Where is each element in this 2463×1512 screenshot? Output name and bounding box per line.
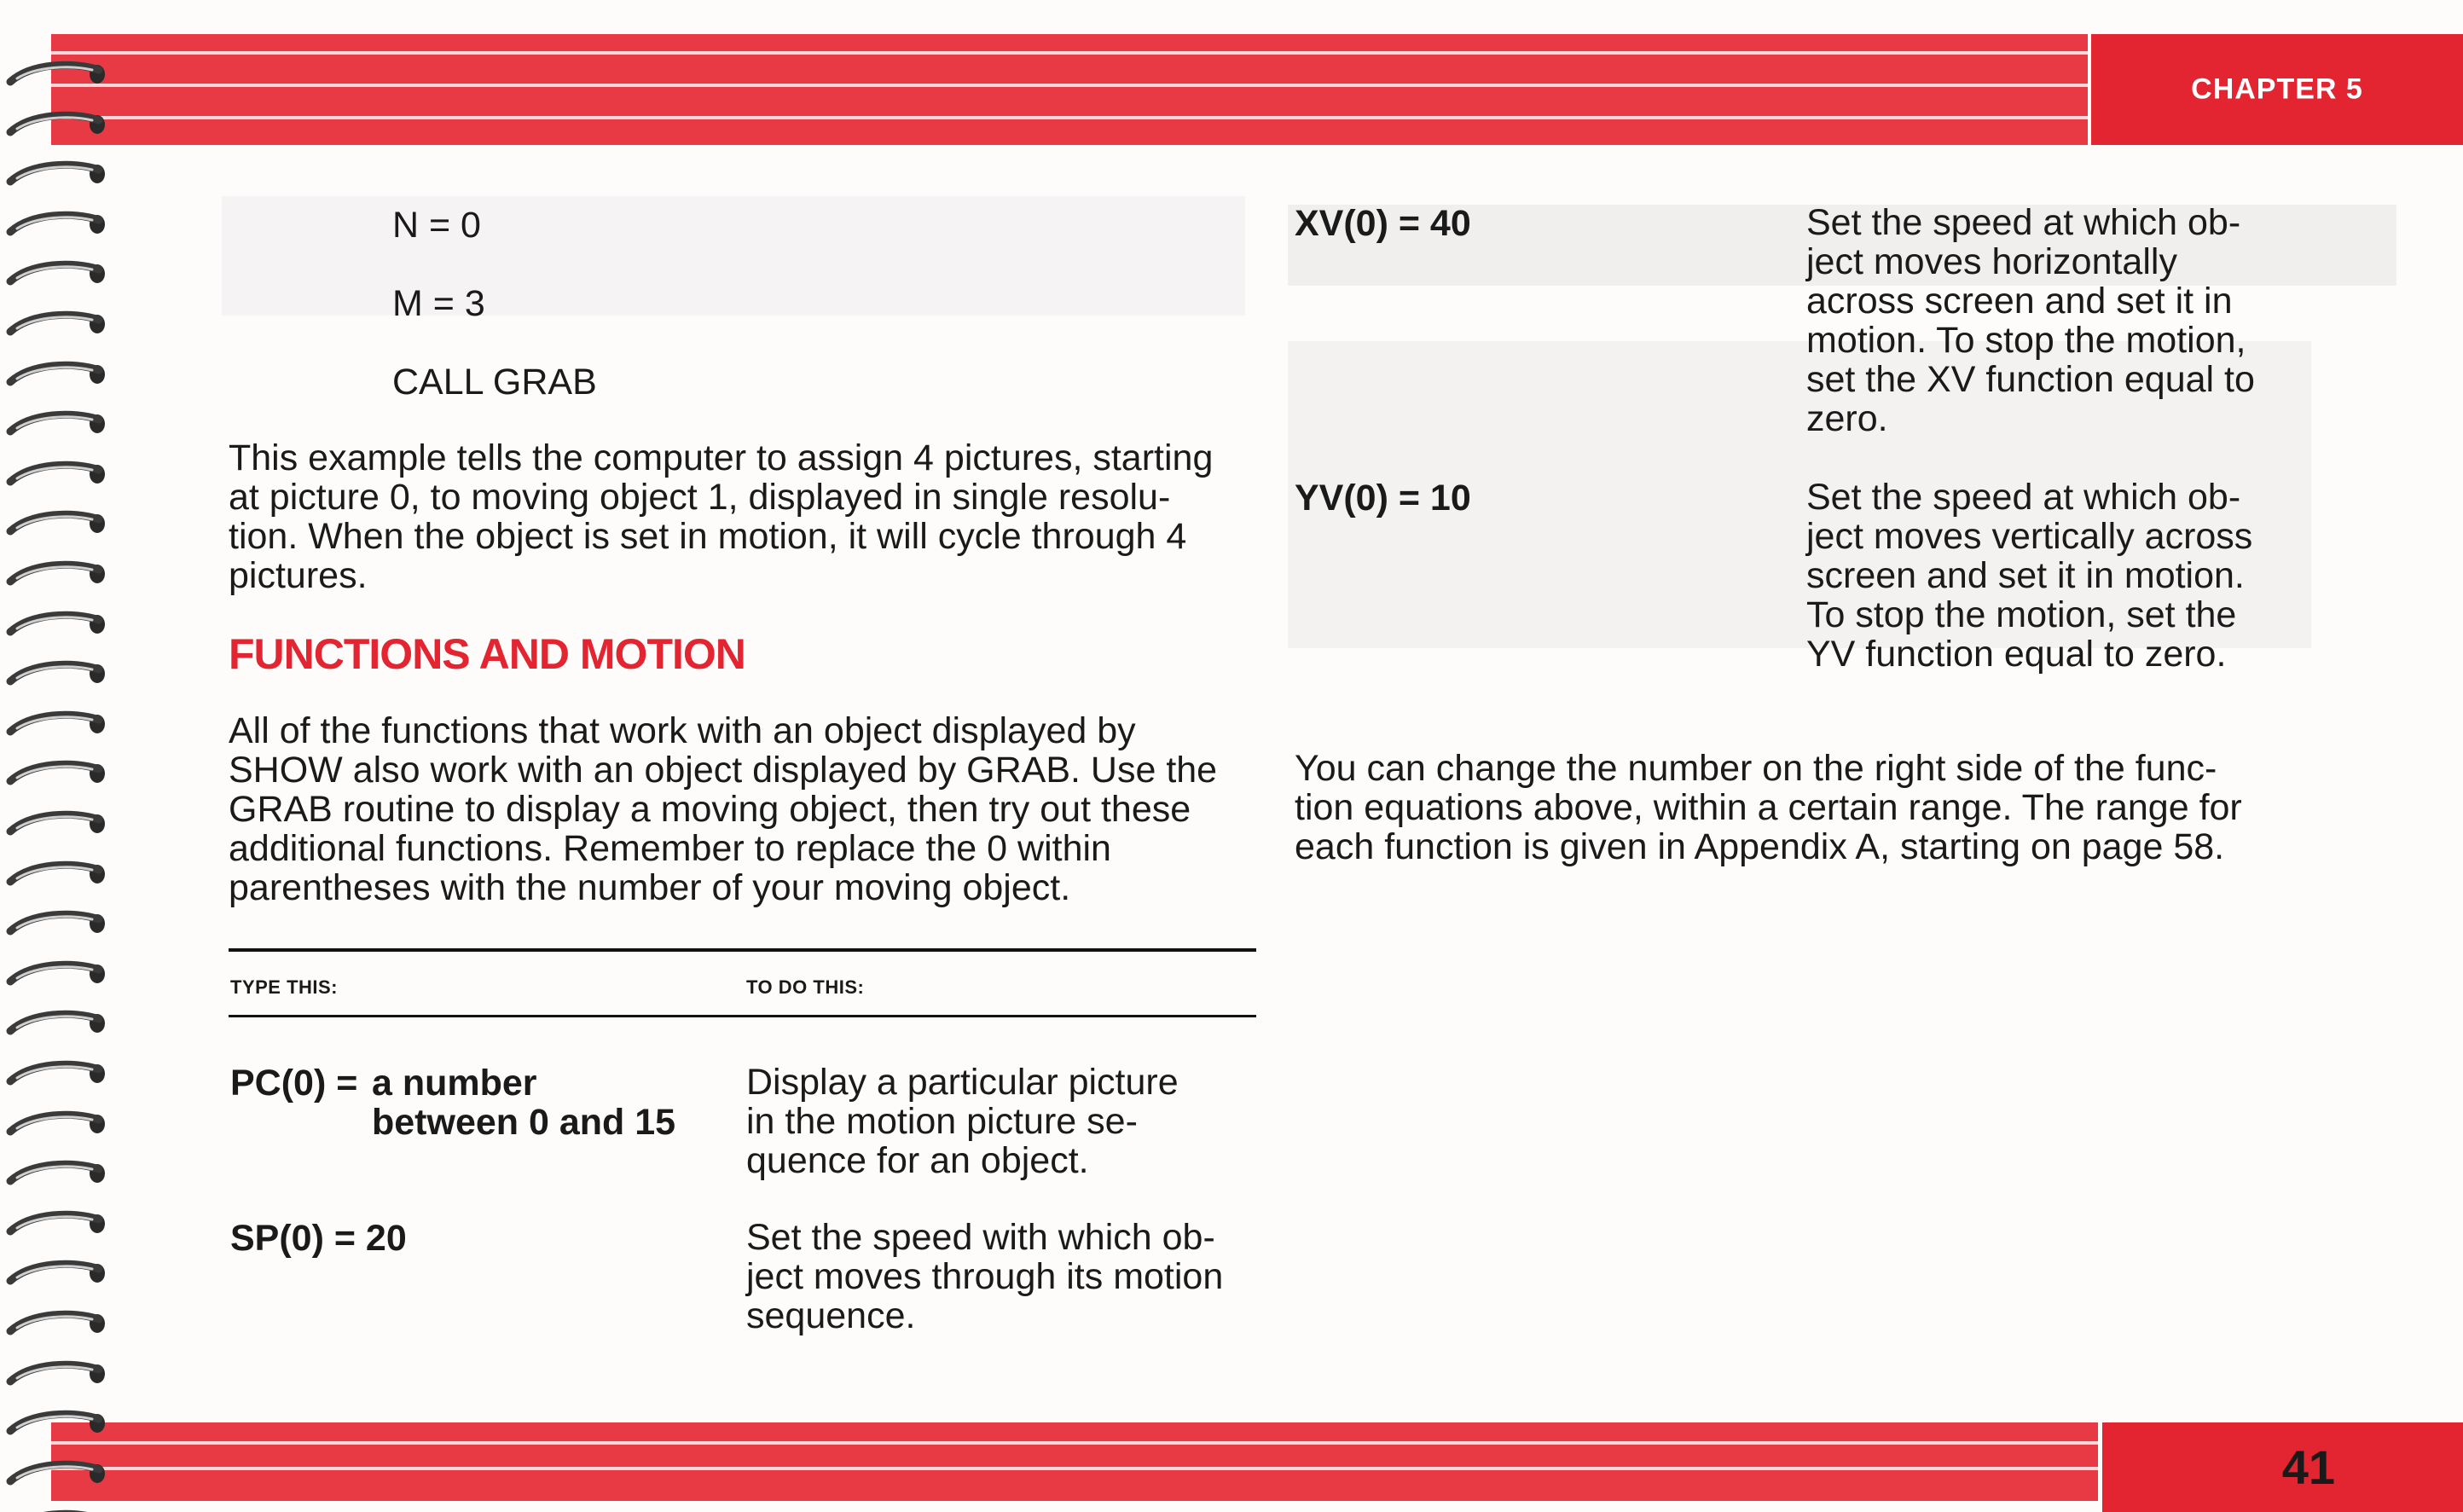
spiral-ring — [5, 1309, 106, 1338]
section-heading: FUNCTIONS AND MOTION — [229, 630, 745, 678]
spiral-ring — [5, 1409, 106, 1438]
paragraph-line: pictures. — [229, 555, 368, 596]
paragraph-line: each function is given in Appendix A, starting on page 58. — [1295, 826, 2225, 867]
spiral-ring — [5, 360, 106, 389]
spiral-ring — [5, 809, 106, 838]
table-row-term: SP(0) = 20 — [230, 1218, 407, 1259]
spiral-ring — [5, 710, 106, 739]
function-desc: Set the speed at which ob- — [1806, 477, 2241, 518]
spiral-ring — [5, 759, 106, 788]
function-desc: across screen and set it in — [1806, 281, 2233, 322]
paragraph-line: tion equations above, within a certain range. The range for — [1295, 787, 2242, 828]
table-header-rule — [229, 1015, 1256, 1017]
paragraph-line: tion. When the object is set in motion, it will cycle through 4 — [229, 516, 1187, 557]
code-line: CALL GRAB — [392, 362, 597, 403]
function-term: XV(0) = 40 — [1295, 203, 1471, 244]
spiral-ring — [5, 259, 106, 288]
table-row-desc: in the motion picture se- — [746, 1101, 1138, 1142]
page-number: 41 — [2281, 1440, 2335, 1494]
chapter-tab — [2091, 34, 2463, 145]
function-desc: motion. To stop the motion, — [1806, 320, 2246, 361]
spiral-binding — [0, 0, 115, 1512]
spiral-ring — [5, 1109, 106, 1138]
spiral-ring — [5, 959, 106, 988]
spiral-ring — [5, 1459, 106, 1488]
function-desc: YV function equal to zero. — [1806, 634, 2227, 675]
table-row-term-value: between 0 and 15 — [372, 1102, 676, 1143]
table-row-desc: Display a particular picture — [746, 1062, 1179, 1103]
spiral-ring — [5, 60, 106, 89]
function-desc: To stop the motion, set the — [1806, 594, 2237, 635]
spiral-ring — [5, 310, 106, 339]
spiral-ring — [5, 1159, 106, 1188]
table-header-do: TO DO THIS: — [746, 976, 865, 998]
function-desc: ject moves vertically across — [1806, 516, 2253, 557]
chapter-label: CHAPTER 5 — [2191, 72, 2363, 106]
paragraph-line: This example tells the computer to assign 4 pictures, starting — [229, 437, 1214, 478]
paragraph-line: You can change the number on the right side of the func- — [1295, 748, 2217, 789]
table-row-term-value: a number — [372, 1063, 537, 1104]
paragraph-line: parentheses with the number of your moving object. — [229, 867, 1071, 908]
header-band — [51, 34, 2088, 145]
spiral-ring — [5, 110, 106, 139]
spiral-ring — [5, 860, 106, 889]
paragraph-line: at picture 0, to moving object 1, displayed in single resolu- — [229, 477, 1171, 518]
paragraph-line: GRAB routine to display a moving object, then try out these — [229, 789, 1191, 830]
spiral-ring — [5, 1009, 106, 1038]
code-line: M = 3 — [392, 283, 485, 324]
function-desc: Set the speed at which ob- — [1806, 202, 2241, 243]
paragraph-line: additional functions. Remember to replace the 0 within — [229, 828, 1111, 869]
table-row-desc: quence for an object. — [746, 1140, 1089, 1181]
table-row-term: PC(0) = — [230, 1063, 358, 1104]
function-desc: screen and set it in motion. — [1806, 555, 2245, 596]
spiral-ring — [5, 509, 106, 538]
code-line: N = 0 — [392, 205, 481, 246]
table-row-desc: sequence. — [746, 1295, 916, 1336]
function-desc: ject moves horizontally — [1806, 241, 2177, 282]
spiral-ring — [5, 409, 106, 438]
table-top-rule — [229, 948, 1256, 952]
function-term: YV(0) = 10 — [1295, 478, 1471, 518]
spiral-ring — [5, 159, 106, 188]
spiral-ring — [5, 460, 106, 489]
page-number-tab — [2102, 1422, 2463, 1512]
spiral-ring — [5, 909, 106, 938]
table-row-desc: ject moves through its motion — [746, 1256, 1224, 1297]
spiral-ring — [5, 210, 106, 239]
spiral-ring — [5, 559, 106, 588]
spiral-ring — [5, 1359, 106, 1388]
show-through-block — [222, 196, 1245, 316]
function-desc: zero. — [1806, 398, 1888, 439]
spiral-ring — [5, 1509, 106, 1512]
footer-band — [51, 1422, 2098, 1501]
spiral-ring — [5, 1209, 106, 1238]
paragraph-line: All of the functions that work with an object displayed by — [229, 710, 1136, 751]
table-row-desc: Set the speed with which ob- — [746, 1217, 1215, 1258]
paragraph-line: SHOW also work with an object displayed by GRAB. Use the — [229, 750, 1218, 791]
table-header-type: TYPE THIS: — [230, 976, 339, 998]
spiral-ring — [5, 1059, 106, 1088]
spiral-ring — [5, 610, 106, 639]
spiral-ring — [5, 659, 106, 688]
spiral-ring — [5, 1259, 106, 1288]
function-desc: set the XV function equal to — [1806, 359, 2255, 400]
